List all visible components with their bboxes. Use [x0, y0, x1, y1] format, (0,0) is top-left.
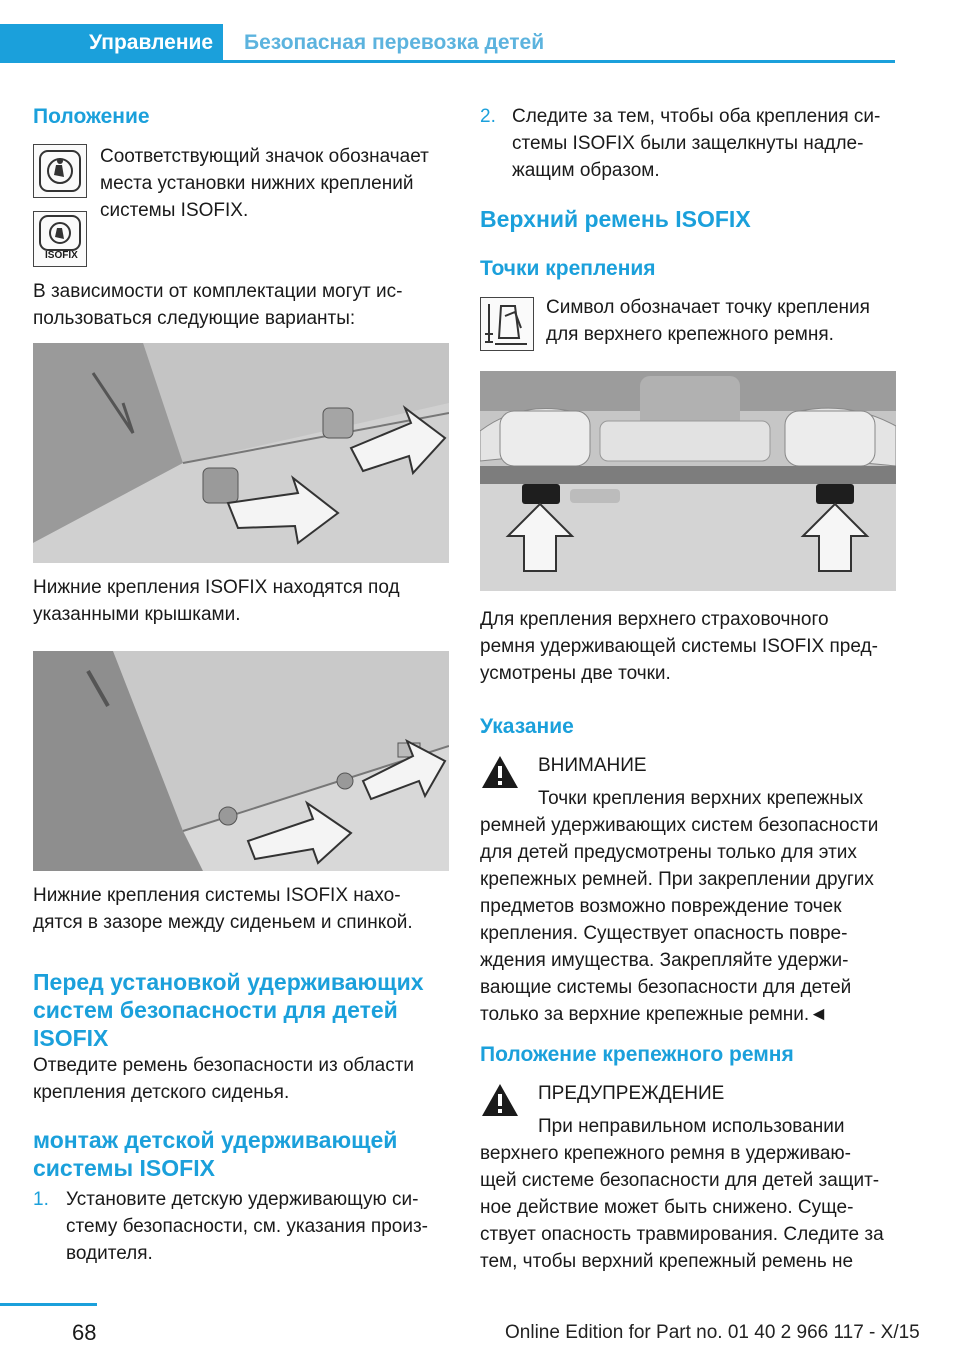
step-1-text [66, 1186, 450, 1267]
text-line: Установите детскую удерживающую си- [66, 1189, 419, 1210]
text-line: Для крепления верхнего страховочного [480, 609, 829, 630]
text-line: водителя. [66, 1243, 153, 1264]
text-line: стемы ISOFIX были защелкнуты надле- [512, 133, 864, 154]
text-line: жащим образом. [512, 160, 660, 181]
text-line: для детей предусмотрены только для этих [480, 842, 857, 863]
heading-line: монтаж детской удерживающей [33, 1127, 398, 1153]
text-line: только за верхние крепежные ремни.◄ [480, 1004, 828, 1025]
footer-rule [0, 1303, 97, 1306]
heading-position: Положение [33, 105, 150, 128]
edition-text: Online Edition for Part no. 01 40 2 966 117 - X/15 [505, 1322, 920, 1343]
isofix-icon-label: ISOFIX [45, 250, 78, 261]
step-1-number: 1. [33, 1189, 49, 1210]
text-line: Отведите ремень безопасности из области [33, 1055, 415, 1076]
text-line: системы ISOFIX. [100, 200, 249, 221]
text-line: щей системе безопасности для детей защит- [480, 1170, 880, 1191]
header-rule [0, 60, 895, 63]
text-line: В зависимости от комплектации могут ис- [33, 281, 403, 302]
text-line: стему безопасности, см. указания произ- [66, 1216, 429, 1237]
text-line: усмотрены две точки. [480, 663, 671, 684]
anchor-points-text [546, 294, 896, 348]
position-text [100, 143, 450, 224]
text-line: пользоваться следующие варианты: [33, 308, 356, 329]
warning-1-line-1: Точки крепления верхних крепежных [538, 788, 864, 809]
step-2-text [512, 103, 896, 184]
header-section-title: Безопасная перевозка детей [244, 31, 545, 54]
heading-line: систем безопасности для детей [33, 997, 398, 1023]
text-line: крепления детского сиденья. [33, 1082, 290, 1103]
warning-1-text [480, 812, 898, 1028]
warning-2-line-1: При неправильном использовании [538, 1116, 845, 1137]
heading-line: Перед установкой удерживающих [33, 969, 424, 995]
heading-top-tether: Верхний ремень ISOFIX [480, 206, 751, 232]
text-line: указанными крышками. [33, 604, 241, 625]
step-2-number: 2. [480, 106, 496, 127]
warning-2-text [480, 1140, 898, 1275]
text-line: вающие системы безопасности для детей [480, 977, 852, 998]
variants-text [33, 278, 449, 332]
text-line: ствует опасность травмирования. Следите за [480, 1224, 884, 1245]
heading-line: системы ISOFIX [33, 1155, 215, 1181]
heading-belt-position: Положение крепежного ремня [480, 1043, 794, 1066]
child-seat-icon [33, 144, 87, 198]
text-line: Соответствующий значок обозначает [100, 146, 429, 167]
caption-1 [33, 574, 449, 628]
heading-before-install [33, 968, 449, 1052]
text-line: ремней удерживающих систем безопасности [480, 815, 879, 836]
text-line: ремня удерживающей системы ISOFIX пред- [480, 636, 878, 657]
text-line: ждения имущества. Закрепляйте удержи- [480, 950, 849, 971]
text-line: ное действие может быть снижено. Суще- [480, 1197, 854, 1218]
text-line: тем, чтобы верхний крепежный ремень не [480, 1251, 854, 1272]
heading-line: ISOFIX [33, 1025, 109, 1051]
isofix-icon [33, 211, 87, 267]
page-header [0, 0, 960, 62]
warning-1-title: ВНИМАНИЕ [538, 755, 647, 776]
text-line: крепления. Существует опасность повре- [480, 923, 848, 944]
heading-note: Указание [480, 715, 574, 738]
warning-2-title: ПРЕДУПРЕЖДЕНИЕ [538, 1083, 725, 1104]
text-line: дятся в зазоре между сиденьем и спинкой. [33, 912, 413, 933]
top-tether-icon [480, 297, 534, 351]
top-tether-points-photo [480, 371, 896, 591]
header-tab-control: Управление [0, 24, 223, 62]
text-line: крепежных ремней. При закреплении других [480, 869, 874, 890]
anchor-points-caption [480, 606, 896, 687]
page-number: 68 [72, 1320, 97, 1345]
heading-anchor-points: Точки крепления [480, 257, 656, 280]
before-text [33, 1052, 449, 1106]
text-line: Следите за тем, чтобы оба крепления си- [512, 106, 881, 127]
isofix-covers-photo [33, 343, 449, 563]
isofix-gap-photo [33, 651, 449, 871]
warning-triangle-icon [480, 754, 520, 790]
heading-mount [33, 1126, 449, 1182]
caption-2 [33, 882, 449, 936]
warning-triangle-icon [480, 1082, 520, 1118]
text-line: предметов возможно повреждение точек [480, 896, 842, 917]
text-line: для верхнего крепежного ремня. [546, 324, 834, 345]
text-line: места установки нижних креплений [100, 173, 414, 194]
text-line: Нижние крепления ISOFIX находятся под [33, 577, 400, 598]
text-line: Нижние крепления системы ISOFIX нахо- [33, 885, 401, 906]
text-line: верхнего крепежного ремня в удерживаю- [480, 1143, 852, 1164]
text-line: Символ обозначает точку крепления [546, 297, 870, 318]
